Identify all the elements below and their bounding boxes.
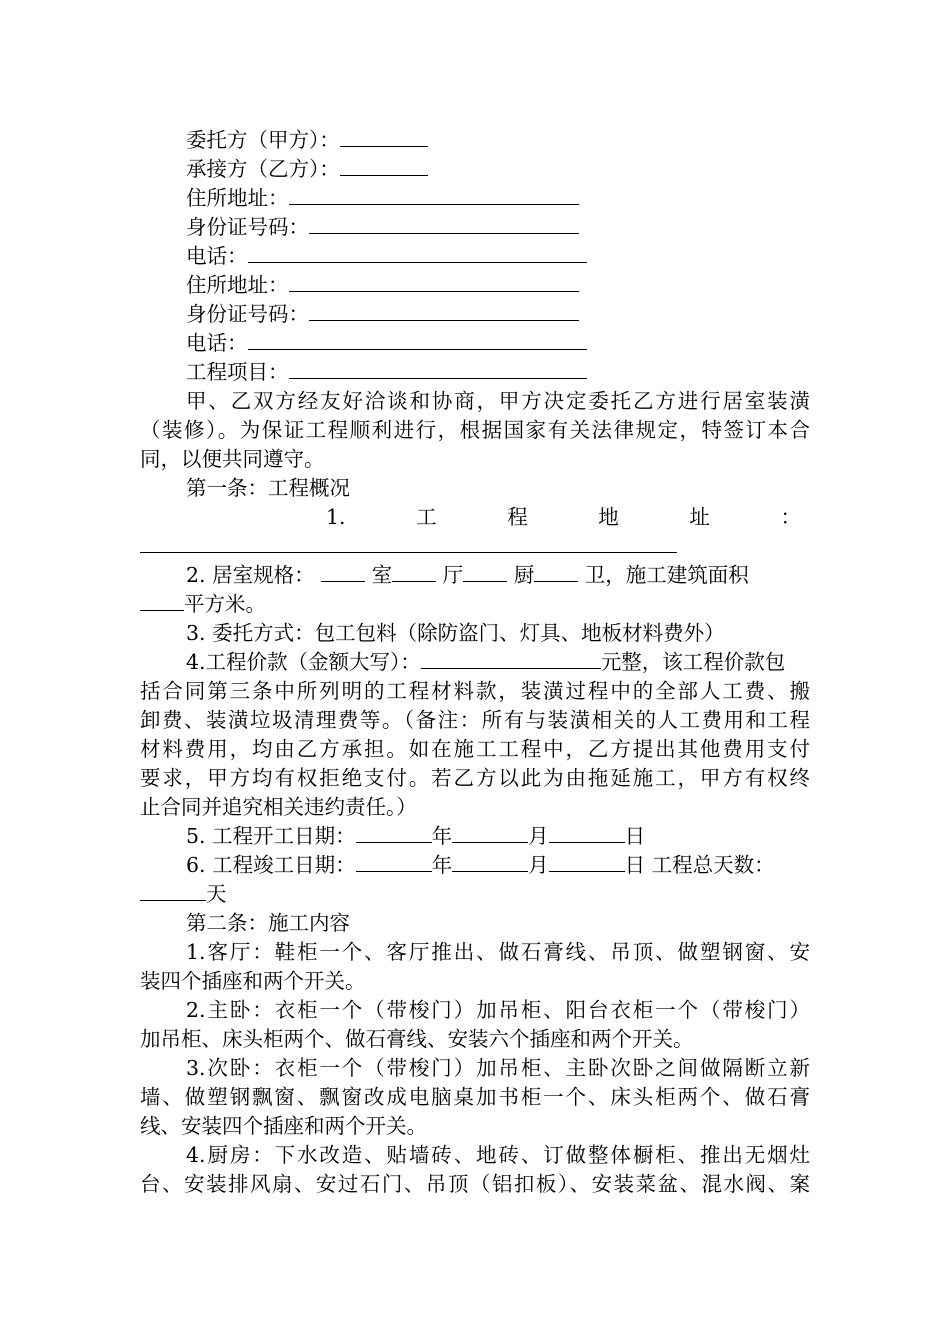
intro-line: 甲、乙双方经友好洽谈和协商，甲方决定委托乙方进行居室装潢 <box>186 389 810 413</box>
phone-field-2: 电话： <box>186 329 587 358</box>
master-bedroom-item: 加吊柜、床头柜两个、做石膏线、安装六个插座和两个开关。 <box>140 1027 694 1051</box>
contractor-field: 承接方（乙方）： <box>186 155 428 184</box>
blank-line <box>248 242 587 263</box>
second-bedroom-item: 墙、做塑钢飘窗、飘窗改成电脑桌加书柜一个、床头柜两个、做石膏 <box>140 1085 810 1109</box>
id-number-field: 身份证号码： <box>186 213 579 242</box>
item6-end-date: 6. 工程竣工日期： 年 月 日 工程总天数： <box>186 853 775 877</box>
item4-line: 止合同并追究相关违约责任。） <box>140 795 417 819</box>
item3-method: 3. 委托方式：包工包料（除防盗门、灯具、地板材料费外） <box>186 621 725 645</box>
blank-line <box>340 155 428 176</box>
second-bedroom-item: 3.次卧：衣柜一个（带梭门）加吊柜、主卧次卧之间做隔断立新 <box>186 1056 810 1080</box>
item2-room-spec: 2. 居室规格： 室 厅 厨 卫，施工建筑面积 <box>186 563 749 587</box>
project-field: 工程项目： <box>186 358 587 387</box>
blank-line <box>340 126 428 147</box>
blank-line <box>289 271 579 292</box>
phone-field: 电话： <box>186 242 587 271</box>
item4-line: 卸费、装潢垃圾清理费等。（备注：所有与装潢相关的人工费用和工程 <box>140 708 810 732</box>
living-room-item: 1.客厅：鞋柜一个、客厅推出、做石膏线、吊顶、做塑钢窗、安 <box>186 940 810 964</box>
blank-line <box>309 300 579 321</box>
intro-line: 同，以便共同遵守。 <box>140 447 325 471</box>
address-field-2: 住所地址： <box>186 271 579 300</box>
address-field: 住所地址： <box>186 184 579 213</box>
item4-line: 括合同第三条中所列明的工程材料款，装潢过程中的全部人工费、搬 <box>140 679 810 703</box>
blank-line <box>248 329 587 350</box>
second-bedroom-item: 线、安装四个插座和两个开关。 <box>140 1114 427 1138</box>
item2-area: 平方米。 <box>140 590 266 619</box>
intro-line: （装修）。为保证工程顺利进行，根据国家有关法律规定，特签订本合 <box>140 418 810 442</box>
item6-total-days: 天 <box>140 880 227 909</box>
blank-line <box>289 184 579 205</box>
blank-line <box>289 358 587 379</box>
item4-price: 4.工程价款（金额大写）： 元整，该工程价款包 <box>186 650 786 674</box>
blank-line <box>309 213 579 234</box>
master-bedroom-item: 2.主卧：衣柜一个（带梭门）加吊柜、阳台衣柜一个（带梭门） <box>186 998 810 1022</box>
article1-title: 第一条：工程概况 <box>186 476 350 500</box>
article2-title: 第二条：施工内容 <box>186 911 350 935</box>
client-field: 委托方（甲方）： <box>186 126 428 155</box>
address-blank-line <box>140 552 677 553</box>
item4-line: 要求，甲方均有权拒绝支付。若乙方以此为由拖延施工，甲方有权终 <box>140 766 810 790</box>
kitchen-item: 台、安装排风扇、安过石门、吊顶（铝扣板）、安装菜盆、混水阀、案 <box>140 1172 810 1196</box>
item1-address: 1. 工 程 地 址 ： <box>326 505 801 529</box>
item5-start-date: 5. 工程开工日期： 年 月 日 <box>186 824 646 848</box>
kitchen-item: 4.厨房：下水改造、贴墙砖、地砖、订做整体橱柜、推出无烟灶 <box>186 1143 810 1167</box>
item4-line: 材料费用，均由乙方承担。如在施工工程中，乙方提出其他费用支付 <box>140 737 810 761</box>
living-room-item: 装四个插座和两个开关。 <box>140 969 366 993</box>
id-number-field-2: 身份证号码： <box>186 300 579 329</box>
